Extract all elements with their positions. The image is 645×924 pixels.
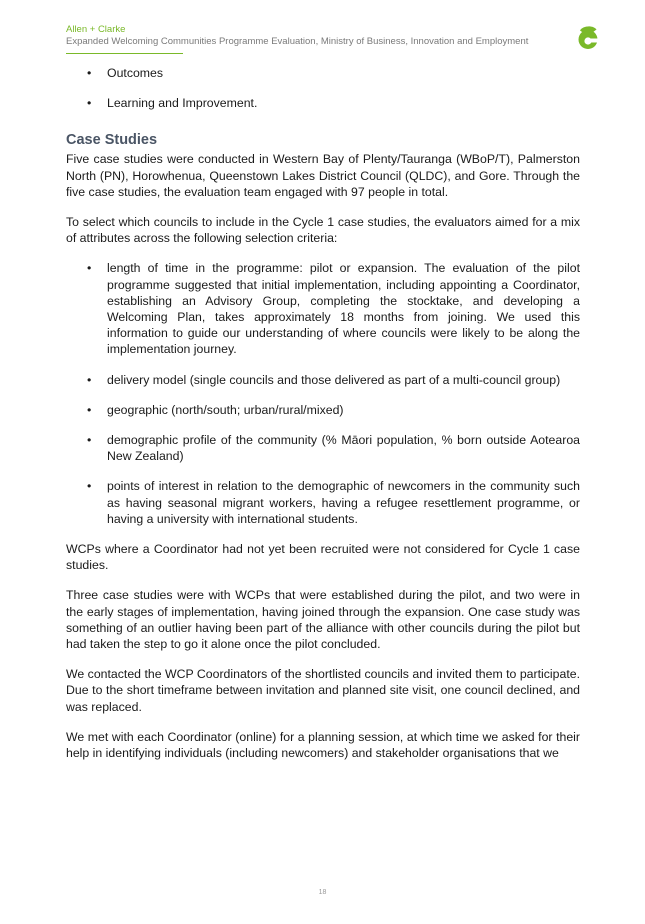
paragraph: Three case studies were with WCPs that were established during the pilot, and two were in the early stages of implementation, having joined through the expansion. One case study was something of an outlier having been part of the alliance with other councils during the pilot but had taken the step to go it alone once the pilot concluded. <box>66 588 580 652</box>
list-item: • Learning and Improvement. <box>87 96 258 111</box>
allen-clarke-logo-icon <box>577 24 601 50</box>
list-item: • delivery model (single councils and those delivered as part of a multi-council group) <box>87 372 561 387</box>
bullet-icon: • <box>87 96 92 111</box>
list-item: • Outcomes <box>87 66 164 80</box>
header-rule <box>66 53 183 54</box>
paragraph: WCPs where a Coordinator had not yet been recruited were not considered for Cycle 1 case studies. <box>66 542 580 573</box>
bullet-icon: • <box>87 402 92 417</box>
paragraph: To select which councils to include in the Cycle 1 case studies, the evaluators aimed for a mix of attributes across the following selection criteria: <box>66 215 580 246</box>
bullet-icon: • <box>87 479 92 494</box>
paragraph: We met with each Coordinator (online) for a planning session, at which time we asked for their help in identifying individuals (including newcomers) and stakeholder organisations that we <box>66 729 580 761</box>
bullet-icon: • <box>87 261 92 276</box>
page-number: 18 <box>318 889 327 896</box>
bullet-icon: • <box>87 66 92 80</box>
section-heading: Case Studies <box>66 132 158 149</box>
page-header <box>66 24 586 54</box>
bullet-icon: • <box>87 433 92 448</box>
list-item: • points of interest in relation to the demographic of newcomers in the community such as having seasonal migrant workers, having a refugee resettlement programme, or having a university with international students. <box>87 479 580 526</box>
criteria-list <box>66 260 580 527</box>
list-item: • length of time in the programme: pilot or expansion. The evaluation of the pilot programme suggested that initial implementation, including appointing a Coordinator, establishing an Advisory Group, completing the stocktake, and developing a Welcoming Plan, takes approximately 18 months from joining. We used this information to guide our understanding of where councils were likely to be along the implementation journey. <box>87 261 580 357</box>
list-item: • geographic (north/south; urban/rural/mixed) <box>87 402 344 417</box>
paragraph: Five case studies were conducted in Western Bay of Plenty/Tauranga (WBoP/T), Palmerston North (PN), Horowhenua, Queenstown Lakes District Council (QLDC), and Gore. Through the five case studies, the evaluation team engaged with 97 people in total. <box>66 152 580 199</box>
bullet-icon: • <box>87 372 92 387</box>
list-item: • demographic profile of the community (% Māori population, % born outside Aotearoa New Zealand) <box>87 433 580 464</box>
brand-name: Allen + Clarke <box>66 24 126 35</box>
outcome-list <box>66 65 580 111</box>
document-subtitle: Expanded Welcoming Communities Programme Evaluation, Ministry of Business, Innovation and Employment <box>66 36 529 47</box>
paragraph: We contacted the WCP Coordinators of the shortlisted councils and invited them to participate. Due to the short timeframe between invitation and planned site visit, one council declined, and was replaced. <box>66 667 580 714</box>
page-content <box>66 64 580 775</box>
